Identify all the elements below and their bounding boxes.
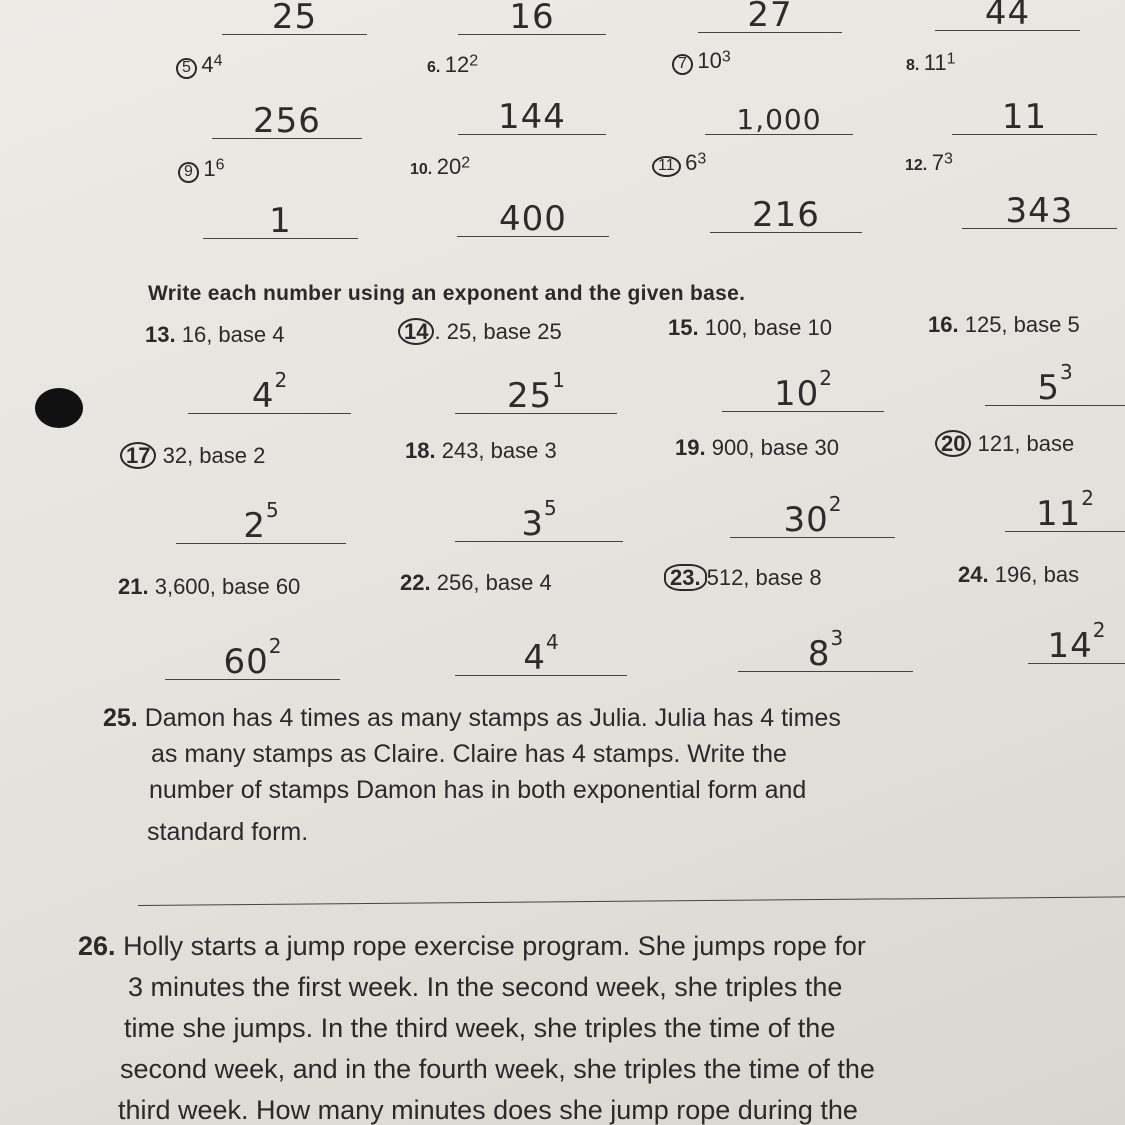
problem-text: 900, base 30 — [711, 435, 839, 460]
section-instruction: Write each number using an exponent and the given base. — [148, 282, 746, 305]
problem-number: 14 — [398, 318, 434, 345]
power-base: 4 — [201, 52, 214, 77]
answer-17: $2^5$ — [176, 500, 346, 544]
problem-7 — [672, 48, 731, 75]
answer-16: $5^3$ — [985, 362, 1125, 406]
binder-hole — [35, 388, 83, 428]
problem-number: 22. — [400, 570, 431, 595]
answer-18: $3^5$ — [455, 498, 623, 542]
answer-2: 16 — [458, 0, 606, 35]
power-exponent: 3 — [943, 150, 953, 168]
problem-17 — [120, 442, 265, 469]
power-exponent: 3 — [697, 150, 707, 168]
problem-8 — [906, 50, 956, 76]
problem-14 — [398, 318, 562, 345]
problem-number: 10. — [410, 161, 433, 178]
power-base: 12 — [444, 52, 470, 77]
answer-11: 216 — [710, 198, 862, 233]
problem-line: third week. How many minutes does she jump rope during the — [118, 1095, 858, 1125]
problem-text: 125, base 5 — [964, 312, 1080, 337]
power-exponent: 6 — [215, 156, 225, 174]
answer-9: 1 — [203, 204, 358, 239]
problem-number: 11 — [652, 156, 681, 177]
answer-7: 1,000 — [705, 106, 853, 135]
problem-5 — [176, 52, 223, 79]
problem-line: second week, and in the fourth week, she triples the time of the — [120, 1054, 875, 1084]
power-base: 11 — [923, 50, 947, 75]
problem-text: 100, base 10 — [704, 315, 832, 340]
problem-number: 6. — [427, 59, 441, 76]
problem-text: . 25, base 25 — [434, 319, 562, 344]
problem-21 — [118, 574, 300, 600]
problem-text: 196, bas — [994, 562, 1080, 587]
problem-16 — [928, 312, 1080, 338]
problem-number: 20 — [935, 430, 971, 457]
problem-line: as many stamps as Claire. Claire has 4 stamps. Write the — [151, 740, 787, 768]
problem-13 — [145, 322, 284, 348]
problem-11 — [652, 150, 706, 177]
problem-text: 256, base 4 — [436, 570, 552, 595]
problem-line: standard form. — [147, 818, 309, 846]
problem-text: 121, base — [977, 431, 1075, 456]
problem-text: 3,600, base 60 — [154, 574, 301, 599]
power-exponent: 1 — [946, 50, 956, 68]
answer-20: $11^2$ — [1005, 488, 1125, 532]
problem-23 — [664, 564, 822, 591]
answer-23: $8^3$ — [738, 628, 913, 672]
problem-24 — [958, 562, 1079, 588]
problem-number: 12. — [905, 157, 928, 174]
answer-21: $60^2$ — [165, 636, 340, 680]
answer-13: $4^2$ — [188, 370, 351, 414]
answer-10: 400 — [457, 202, 609, 237]
problem-22 — [400, 570, 552, 596]
power-exponent: 2 — [461, 154, 471, 172]
problem-number: 18. — [405, 438, 436, 463]
problem-text: 243, base 3 — [441, 438, 557, 463]
answer-24: $14^2$ — [1028, 620, 1125, 664]
problem-9 — [178, 156, 225, 183]
word-problem-25 — [103, 700, 1003, 850]
answer-6: 144 — [458, 100, 606, 135]
problem-15 — [668, 315, 832, 341]
answer-1: 25 — [222, 0, 367, 35]
answer-3: 27 — [698, 0, 842, 33]
problem-line: Damon has 4 times as many stamps as Julia. Julia has 4 times — [144, 704, 841, 732]
problem-20 — [935, 430, 1074, 457]
problem-number: 19. — [675, 435, 706, 460]
problem-line: 3 minutes the first week. In the second week, she triples the — [128, 972, 843, 1002]
problem-line: number of stamps Damon has in both exponential form and — [149, 776, 807, 804]
answer-14: $25^1$ — [455, 370, 617, 414]
answer-line-25 — [138, 896, 1125, 906]
problem-text: 512, base 8 — [706, 565, 822, 590]
power-exponent: 4 — [213, 52, 223, 70]
problem-number: 23. — [664, 564, 707, 591]
problem-text: 32, base 2 — [162, 443, 266, 468]
problem-number: 15. — [668, 315, 699, 340]
problem-18 — [405, 438, 557, 464]
answer-8: 11 — [952, 100, 1097, 135]
problem-number: 8. — [906, 57, 920, 74]
problem-number: 5 — [176, 58, 197, 79]
problem-10 — [410, 154, 470, 180]
problem-19 — [675, 435, 839, 461]
answer-12: 343 — [962, 194, 1117, 229]
problem-number: 9 — [178, 162, 199, 183]
problem-number: 26. — [78, 931, 116, 961]
problem-number: 24. — [958, 562, 989, 587]
power-exponent: 3 — [721, 48, 731, 66]
answer-22: $4^4$ — [455, 632, 627, 676]
power-base: 6 — [685, 150, 698, 175]
problem-line: Holly starts a jump rope exercise program. She jumps rope for — [123, 931, 866, 961]
problem-12 — [905, 150, 953, 176]
problem-number: 16. — [928, 312, 959, 337]
power-base: 1 — [203, 156, 216, 181]
power-base: 7 — [931, 150, 944, 175]
problem-number: 17 — [120, 442, 156, 469]
answer-4: 44 — [935, 0, 1080, 31]
problem-number: 13. — [145, 322, 176, 347]
answer-5: 256 — [212, 104, 362, 139]
problem-line: time she jumps. In the third week, she triples the time of the — [124, 1013, 836, 1043]
answer-19: $30^2$ — [730, 494, 895, 538]
problem-number: 7 — [672, 54, 693, 75]
word-problem-26 — [78, 926, 1078, 1125]
problem-text: 16, base 4 — [181, 322, 285, 347]
power-base: 10 — [697, 48, 722, 73]
problem-number: 21. — [118, 574, 149, 599]
problem-number: 25. — [103, 704, 138, 732]
answer-15: $10^2$ — [722, 368, 884, 412]
power-exponent: 2 — [469, 52, 479, 70]
power-base: 20 — [436, 154, 462, 179]
problem-6 — [427, 52, 478, 78]
